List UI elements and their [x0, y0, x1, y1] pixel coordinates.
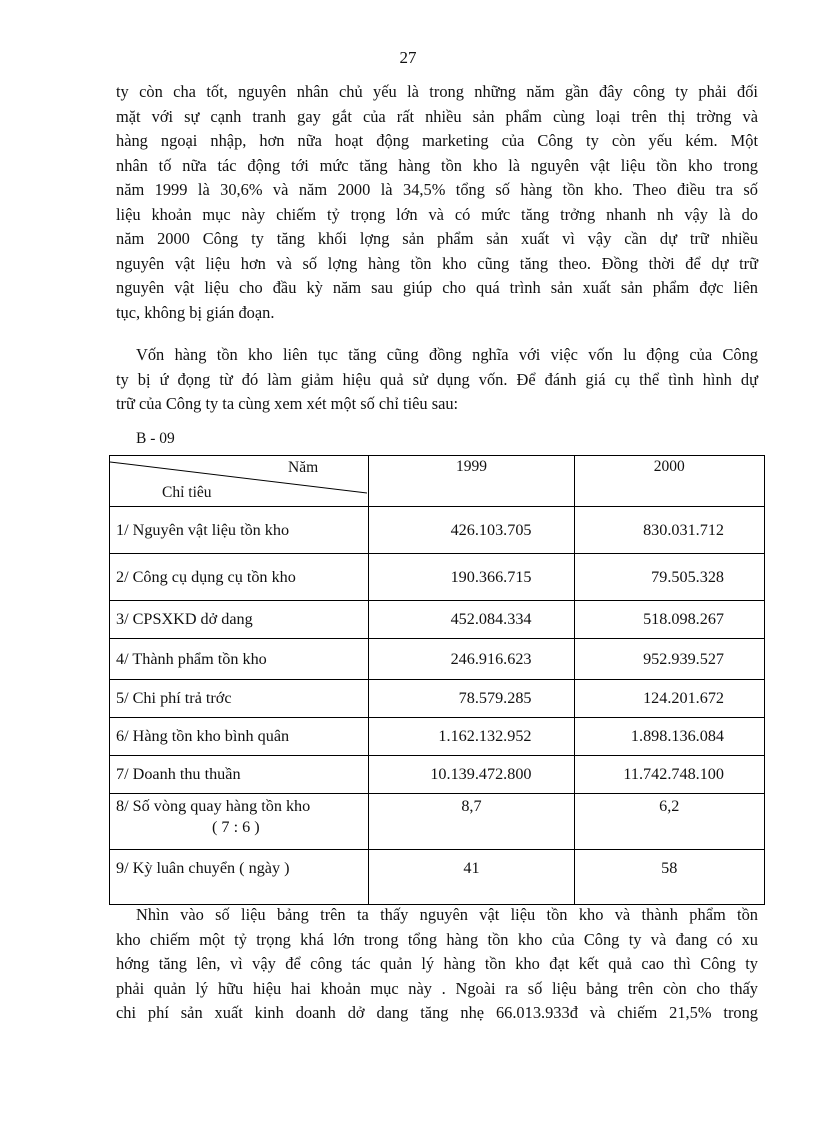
text-line: trữ của Công ty ta cùng xem xét một số chỉ tiêu sau:	[116, 394, 459, 413]
row-label: 7/ Doanh thu thuần	[110, 756, 369, 794]
row-label-cell	[110, 794, 369, 850]
text-line: nguyên vật liệu cho đầu kỳ năm sau giúp cho quá trình sản xuất sản phẩm đợc liên	[116, 278, 758, 297]
header-indicator-label: Chỉ tiêu	[162, 484, 212, 501]
text-line: hàng ngoại nhập, hơn nữa hoạt động marketing của Công ty còn yếu kém. Một	[116, 131, 758, 150]
table-row	[110, 794, 765, 850]
value-2000: 79.505.328	[574, 554, 765, 601]
diagonal-header-cell	[110, 456, 369, 507]
row-label: 6/ Hàng tồn kho bình quân	[110, 718, 369, 756]
text-line: kho chiếm một tỷ trọng khá lớn trong tổng hàng tồn kho của Công ty và đang có xu	[116, 929, 758, 949]
row-label: 3/ CPSXKD dở dang	[110, 601, 369, 639]
text-line: chi phí sản xuất kinh doanh dở dang tăng nhẹ 66.013.933đ và chiếm 21,5% trong	[116, 1003, 758, 1022]
text-line: ty bị ứ đọng từ đó làm giảm hiệu quả sử dụng vốn. Để đánh giá cụ thể tình hình dự	[116, 369, 758, 389]
header-year-2000: 2000	[574, 456, 765, 507]
row-label: 8/ Số vòng quay hàng tồn kho	[116, 797, 311, 815]
table-row	[110, 507, 765, 554]
value-1999: 8,7	[369, 794, 574, 850]
value-2000: 6,2	[574, 794, 765, 850]
table-caption: B - 09	[136, 430, 175, 447]
table-row	[110, 680, 765, 718]
text-line: nguyên vật liệu hơn và số lợng hàng tồn kho cũng tăng theo. Đồng thời để dự trữ	[116, 253, 758, 273]
row-label: 9/ Kỳ luân chuyển ( ngày )	[110, 850, 369, 905]
row-label: 2/ Công cụ dụng cụ tồn kho	[110, 554, 369, 601]
paragraph-table-interpretation	[116, 903, 758, 1026]
value-2000: 952.939.527	[574, 639, 765, 680]
header-year-label: Năm	[288, 459, 319, 476]
paragraph-inventory-analysis	[116, 80, 758, 325]
row-label: 4/ Thành phẩm tồn kho	[110, 639, 369, 680]
text-line: Vốn hàng tồn kho liên tục tăng cũng đồng nghĩa với việc vốn lu động của Công	[136, 345, 758, 364]
paragraph-working-capital	[116, 343, 758, 417]
value-1999: 426.103.705	[369, 507, 574, 554]
value-1999: 1.162.132.952	[369, 718, 574, 756]
header-year-1999: 1999	[369, 456, 574, 507]
text-line: mặt với sự cạnh tranh gay gắt của rất nhiều sản phẩm cùng loại trên thị trờng và	[116, 106, 758, 126]
text-line: tục, không bị gián đoạn.	[116, 302, 275, 322]
value-2000: 11.742.748.100	[574, 756, 765, 794]
text-line: ty còn cha tốt, nguyên nhân chủ yếu là trong những năm gần đây công ty phải đối	[116, 82, 758, 101]
value-1999: 10.139.472.800	[369, 756, 574, 794]
table-header-row	[110, 456, 765, 507]
value-1999: 78.579.285	[369, 680, 574, 718]
text-line: năm 2000 Công ty tăng khối lợng sản phẩm sản xuất vì vậy cần dự trữ nhiều	[116, 229, 758, 248]
value-1999: 41	[369, 850, 574, 905]
text-line: hớng tăng lên, vì vậy để công tác quản lý hàng tồn kho đạt kết quả cao thì Công ty	[116, 954, 758, 973]
value-1999: 246.916.623	[369, 639, 574, 680]
page-number: 27	[399, 48, 417, 67]
diagonal-line	[110, 456, 367, 506]
text-line: năm 1999 là 30,6% và năm 2000 là 34,5% tổng số hàng tồn kho. Theo điều tra số	[116, 180, 758, 199]
row-label: 5/ Chi phí trả trớc	[110, 680, 369, 718]
table-row	[110, 756, 765, 794]
text-line: liệu khoản mục này chiếm tỷ trọng lớn và có mức tăng trởng nhanh nh vậy là do	[116, 204, 758, 224]
value-1999: 190.366.715	[369, 554, 574, 601]
table-row	[110, 718, 765, 756]
table-row	[110, 850, 765, 905]
value-2000: 830.031.712	[574, 507, 765, 554]
text-line: phải quản lý hữu hiệu hai khoản mục này . Ngoài ra số liệu bảng trên còn cho thấy	[116, 978, 758, 998]
value-2000: 1.898.136.084	[574, 718, 765, 756]
table-row	[110, 601, 765, 639]
table-row	[110, 639, 765, 680]
text-line: nhân tố nữa tác động tới mức tăng hàng tồn kho là nguyên vật liệu tồn kho trong	[116, 155, 758, 175]
value-2000: 124.201.672	[574, 680, 765, 718]
row-formula: ( 7 : 6 )	[212, 818, 260, 836]
row-label: 1/ Nguyên vật liệu tồn kho	[110, 507, 369, 554]
value-2000: 58	[574, 850, 765, 905]
value-2000: 518.098.267	[574, 601, 765, 639]
text-line: Nhìn vào số liệu bảng trên ta thấy nguyên vật liệu tồn kho và thành phẩm tồn	[136, 905, 758, 924]
inventory-table	[109, 455, 765, 905]
table-row	[110, 554, 765, 601]
value-1999: 452.084.334	[369, 601, 574, 639]
